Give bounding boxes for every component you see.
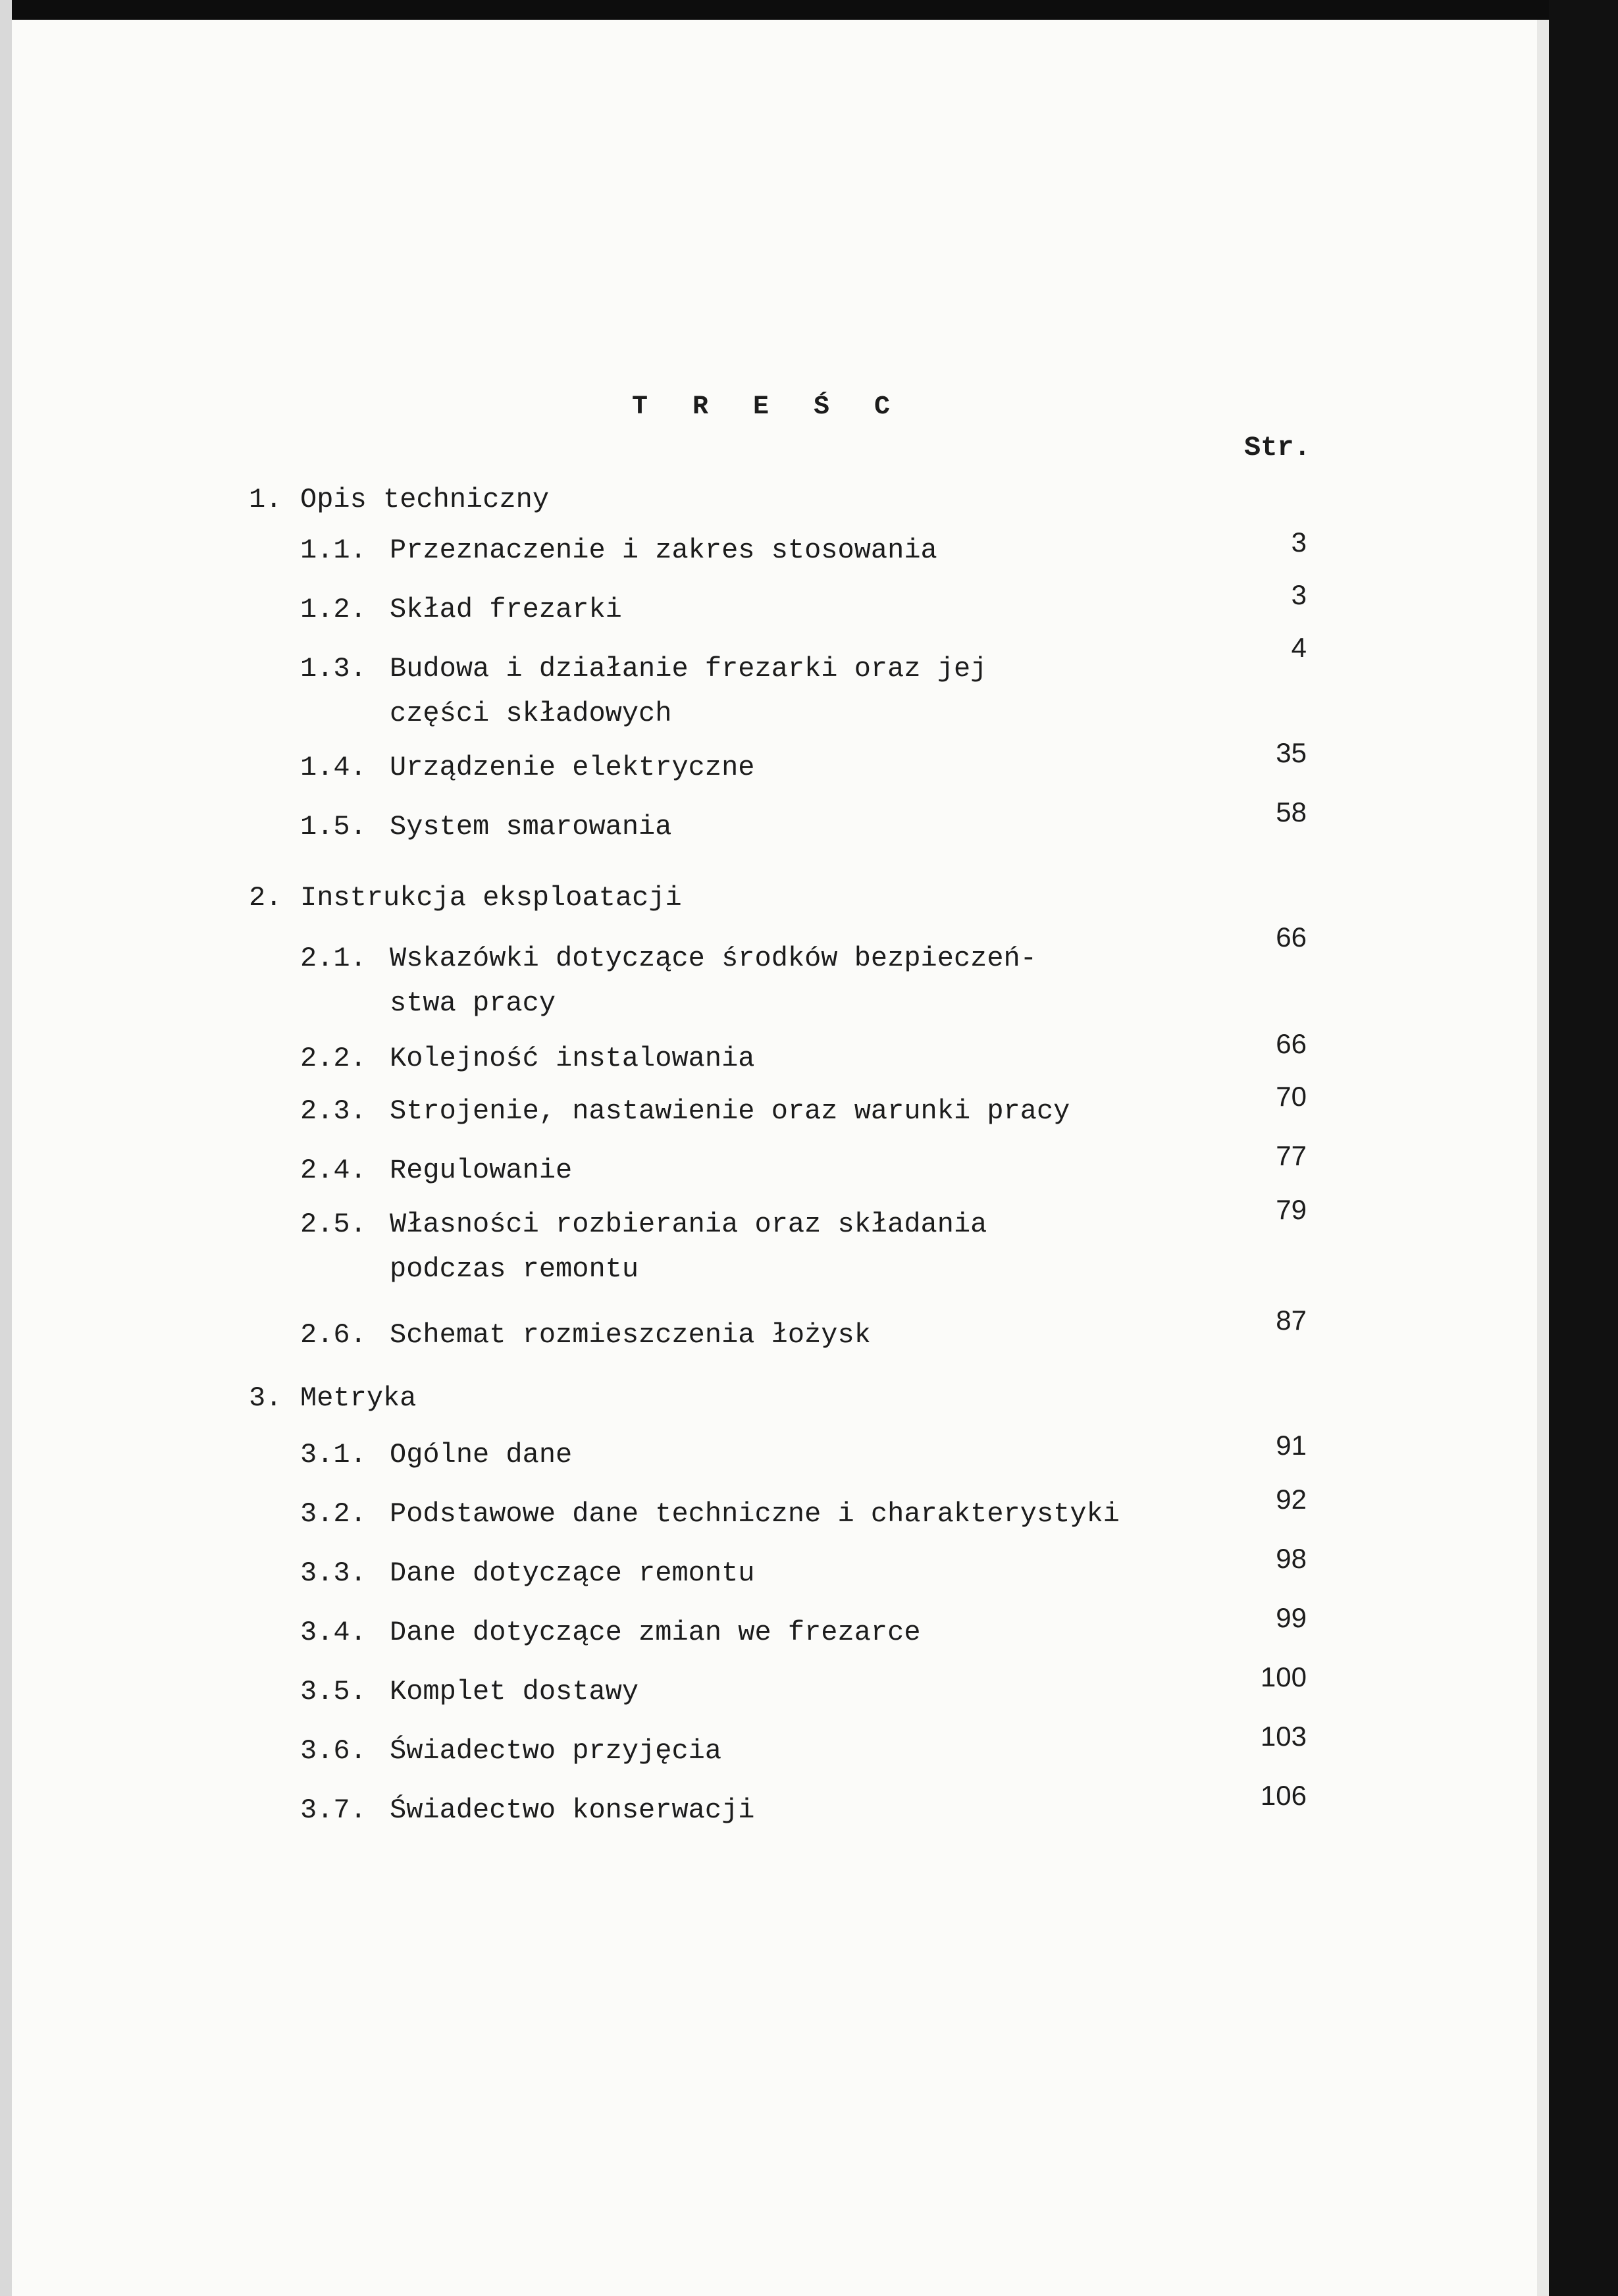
toc-item-page: 4 (1291, 632, 1307, 663)
page-title: T R E Ś C (632, 392, 905, 422)
toc-item-number: 3.7. (300, 1794, 367, 1826)
toc-item-page: 106 (1260, 1780, 1307, 1811)
toc-item-page: 66 (1276, 922, 1307, 952)
toc-item-number: 3.3. (300, 1557, 367, 1589)
toc-item-number: 1.1. (300, 535, 367, 566)
toc-item-page: 70 (1276, 1081, 1307, 1112)
toc-item-page: 77 (1276, 1140, 1307, 1171)
toc-item-number: 2.4. (300, 1155, 367, 1186)
section-title: Metryka (300, 1382, 417, 1414)
toc-item-number: 3.6. (300, 1735, 367, 1767)
toc-item-title: Kolejność instalowania (390, 1043, 755, 1074)
toc-item-page: 3 (1291, 579, 1307, 610)
toc-item-title: Skład frezarki (390, 594, 622, 625)
scan-right-border (1549, 0, 1618, 2296)
toc-item-number: 2.2. (300, 1043, 367, 1074)
toc-item-title: części składowych (390, 698, 672, 729)
toc-item-page: 58 (1276, 796, 1307, 827)
toc-item-page: 79 (1276, 1194, 1307, 1225)
toc-item-title: Strojenie, nastawienie oraz warunki pracy (390, 1095, 1070, 1127)
toc-item-title: Komplet dostawy (390, 1676, 639, 1708)
toc-item-page: 35 (1276, 737, 1307, 768)
toc-item-title: Schemat rozmieszczenia łożysk (390, 1319, 871, 1351)
toc-item-title: System smarowania (390, 811, 672, 843)
document-page (12, 20, 1549, 2296)
toc-item-number: 3.4. (300, 1617, 367, 1648)
toc-item-title: Przeznaczenie i zakres stosowania (390, 535, 937, 566)
toc-item-title: Własności rozbierania oraz składania (390, 1209, 987, 1240)
toc-item-number: 2.6. (300, 1319, 367, 1351)
toc-item-number: 2.3. (300, 1095, 367, 1127)
toc-item-page: 91 (1276, 1430, 1307, 1461)
toc-item-title: Budowa i działanie frezarki oraz jej (390, 653, 987, 685)
toc-item-title: Świadectwo przyjęcia (390, 1735, 722, 1767)
toc-item-number: 1.4. (300, 752, 367, 783)
toc-item-number: 1.2. (300, 594, 367, 625)
section-number: 1. (249, 484, 282, 515)
section-title: Instrukcja eksploatacji (300, 882, 682, 914)
toc-item-title: Ogólne dane (390, 1439, 573, 1471)
toc-item-page: 87 (1276, 1305, 1307, 1336)
toc-item-title: Świadectwo konserwacji (390, 1794, 755, 1826)
scan-top-border (0, 0, 1618, 20)
toc-item-title: Podstawowe dane techniczne i charakterystyki (390, 1498, 1120, 1530)
toc-item-number: 3.1. (300, 1439, 367, 1471)
scan-left-border (0, 0, 12, 2296)
toc-item-number: 3.5. (300, 1676, 367, 1708)
section-number: 3. (249, 1382, 282, 1414)
toc-item-number: 1.5. (300, 811, 367, 843)
toc-item-page: 103 (1260, 1721, 1307, 1752)
toc-item-page: 92 (1276, 1484, 1307, 1515)
page-right-edge (1537, 20, 1549, 2296)
toc-item-title: Dane dotyczące zmian we frezarce (390, 1617, 921, 1648)
toc-item-page: 100 (1260, 1661, 1307, 1692)
section-title: Opis techniczny (300, 484, 550, 515)
toc-item-number: 1.3. (300, 653, 367, 685)
toc-item-title: Dane dotyczące remontu (390, 1557, 755, 1589)
toc-item-title: Regulowanie (390, 1155, 573, 1186)
toc-item-title: stwa pracy (390, 987, 556, 1019)
toc-item-page: 3 (1291, 527, 1307, 558)
toc-item-title: podczas remontu (390, 1253, 639, 1285)
toc-item-page: 99 (1276, 1602, 1307, 1633)
toc-item-number: 2.1. (300, 943, 367, 974)
toc-item-page: 98 (1276, 1543, 1307, 1574)
page-column-label: Str. (1244, 432, 1311, 463)
toc-item-title: Urządzenie elektryczne (390, 752, 755, 783)
toc-item-title: Wskazówki dotyczące środków bezpieczeń- (390, 943, 1037, 974)
toc-item-page: 66 (1276, 1028, 1307, 1059)
section-number: 2. (249, 882, 282, 914)
toc-item-number: 3.2. (300, 1498, 367, 1530)
toc-item-number: 2.5. (300, 1209, 367, 1240)
